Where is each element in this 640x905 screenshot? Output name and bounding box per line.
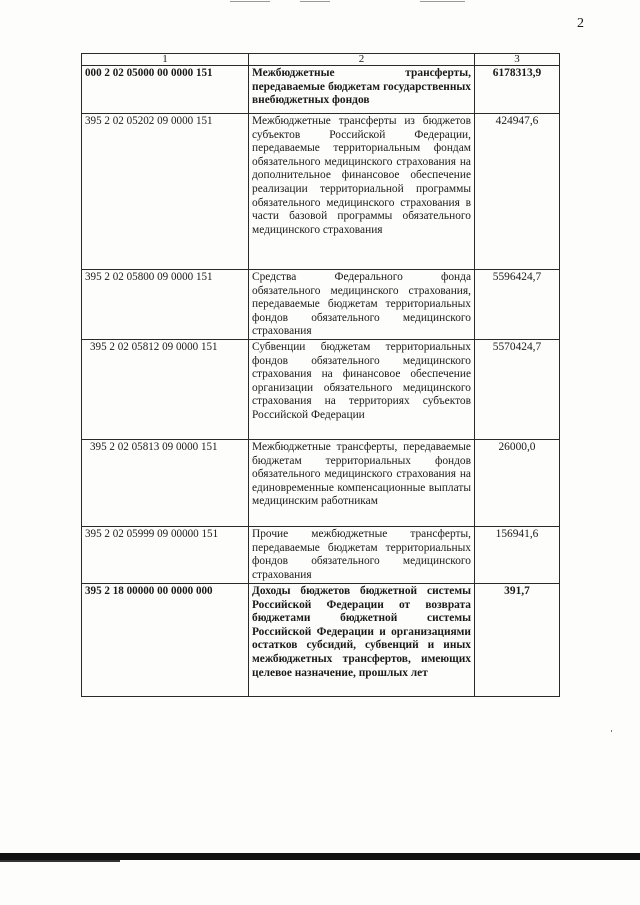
column-header: 2: [249, 54, 475, 66]
revenue-table: [81, 53, 560, 697]
description: Межбюджетные трансферты, передаваемые бюджетам территориальных фондов обязательного медицинского страхования на единовременные компенсационные выплаты медицинским работникам: [252, 441, 471, 508]
description-cell: [249, 66, 475, 114]
table-row: [82, 270, 560, 340]
scan-artifact: [300, 1, 330, 2]
column-header: 3: [475, 54, 560, 66]
amount: 424947,6: [495, 115, 539, 127]
budget-code: 000 2 02 05000 00 0000 151: [85, 67, 213, 79]
amount-cell: [475, 584, 560, 697]
table-row: [82, 66, 560, 114]
scan-edge-bar: [0, 860, 120, 862]
amount-cell: [475, 340, 560, 440]
amount: 391,7: [504, 585, 530, 597]
amount-cell: [475, 114, 560, 270]
table-row: [82, 584, 560, 697]
description: Межбюджетные трансферты, передаваемые бюджетам государственных внебюджетных фондов: [252, 67, 471, 107]
amount: 5570424,7: [492, 341, 542, 353]
description-cell: [249, 527, 475, 584]
scan-artifact: [611, 730, 612, 732]
description-cell: [249, 584, 475, 697]
budget-code: 395 2 02 05800 09 0000 151: [85, 271, 213, 283]
budget-code-cell: [82, 440, 249, 527]
amount: 5596424,7: [492, 271, 542, 283]
amount: 26000,0: [498, 441, 536, 453]
budget-code-cell: [82, 114, 249, 270]
description: Доходы бюджетов бюджетной системы Российской Федерации от возврата бюджетами бюджетной системы Российской Федерации и организациями остатков субсидий, субвенций и иных межбюджетных трансфертов, имеющих целевое назначение, прошлых лет: [252, 585, 471, 679]
budget-code: 395 2 02 05202 09 0000 151: [85, 115, 213, 127]
description: Средства Федерального фонда обязательного медицинского страхования, передаваемые бюджетам территориальных фондов обязательного медицинского страхования: [252, 271, 471, 338]
description-cell: [249, 440, 475, 527]
description: Межбюджетные трансферты из бюджетов субъектов Российской Федерации, передаваемые территориальным фондам обязательного медицинского страхования на дополнительное финансовое обеспечение реализации территориальной программы обязательного медицинского страхования в части базовой программы обязательного медицинского страхования: [252, 115, 471, 236]
page-number: 2: [577, 16, 584, 31]
budget-code-cell: [82, 270, 249, 340]
budget-code: 395 2 02 05813 09 0000 151: [90, 441, 218, 453]
budget-code: 395 2 18 00000 00 0000 000: [85, 585, 213, 597]
description: Субвенции бюджетам территориальных фондов обязательного медицинского страхования на финансовое обеспечение организации обязательного медицинского страхования на территориях субъектов Российской Федерации: [252, 341, 471, 421]
description-cell: [249, 114, 475, 270]
table-row: [82, 340, 560, 440]
scan-artifact: [230, 1, 270, 2]
column-header: 1: [82, 54, 249, 66]
amount: 6178313,9: [492, 67, 542, 79]
amount-cell: [475, 66, 560, 114]
scan-artifact: [420, 1, 465, 2]
budget-code: 395 2 02 05812 09 0000 151: [90, 341, 218, 353]
description-cell: [249, 340, 475, 440]
budget-code-cell: [82, 527, 249, 584]
amount-cell: [475, 270, 560, 340]
budget-code-cell: [82, 66, 249, 114]
table-header-row: [82, 54, 560, 66]
table-row: [82, 440, 560, 527]
budget-code-cell: [82, 584, 249, 697]
scan-edge-bar: [0, 853, 640, 860]
amount: 156941,6: [495, 528, 539, 540]
description: Прочие межбюджетные трансферты, передаваемые бюджетам территориальных фондов обязательного медицинского страхования: [252, 528, 471, 581]
description-cell: [249, 270, 475, 340]
table-row: [82, 114, 560, 270]
budget-code: 395 2 02 05999 09 00000 151: [85, 528, 219, 540]
amount-cell: [475, 527, 560, 584]
amount-cell: [475, 440, 560, 527]
budget-code-cell: [82, 340, 249, 440]
table-row: [82, 527, 560, 584]
